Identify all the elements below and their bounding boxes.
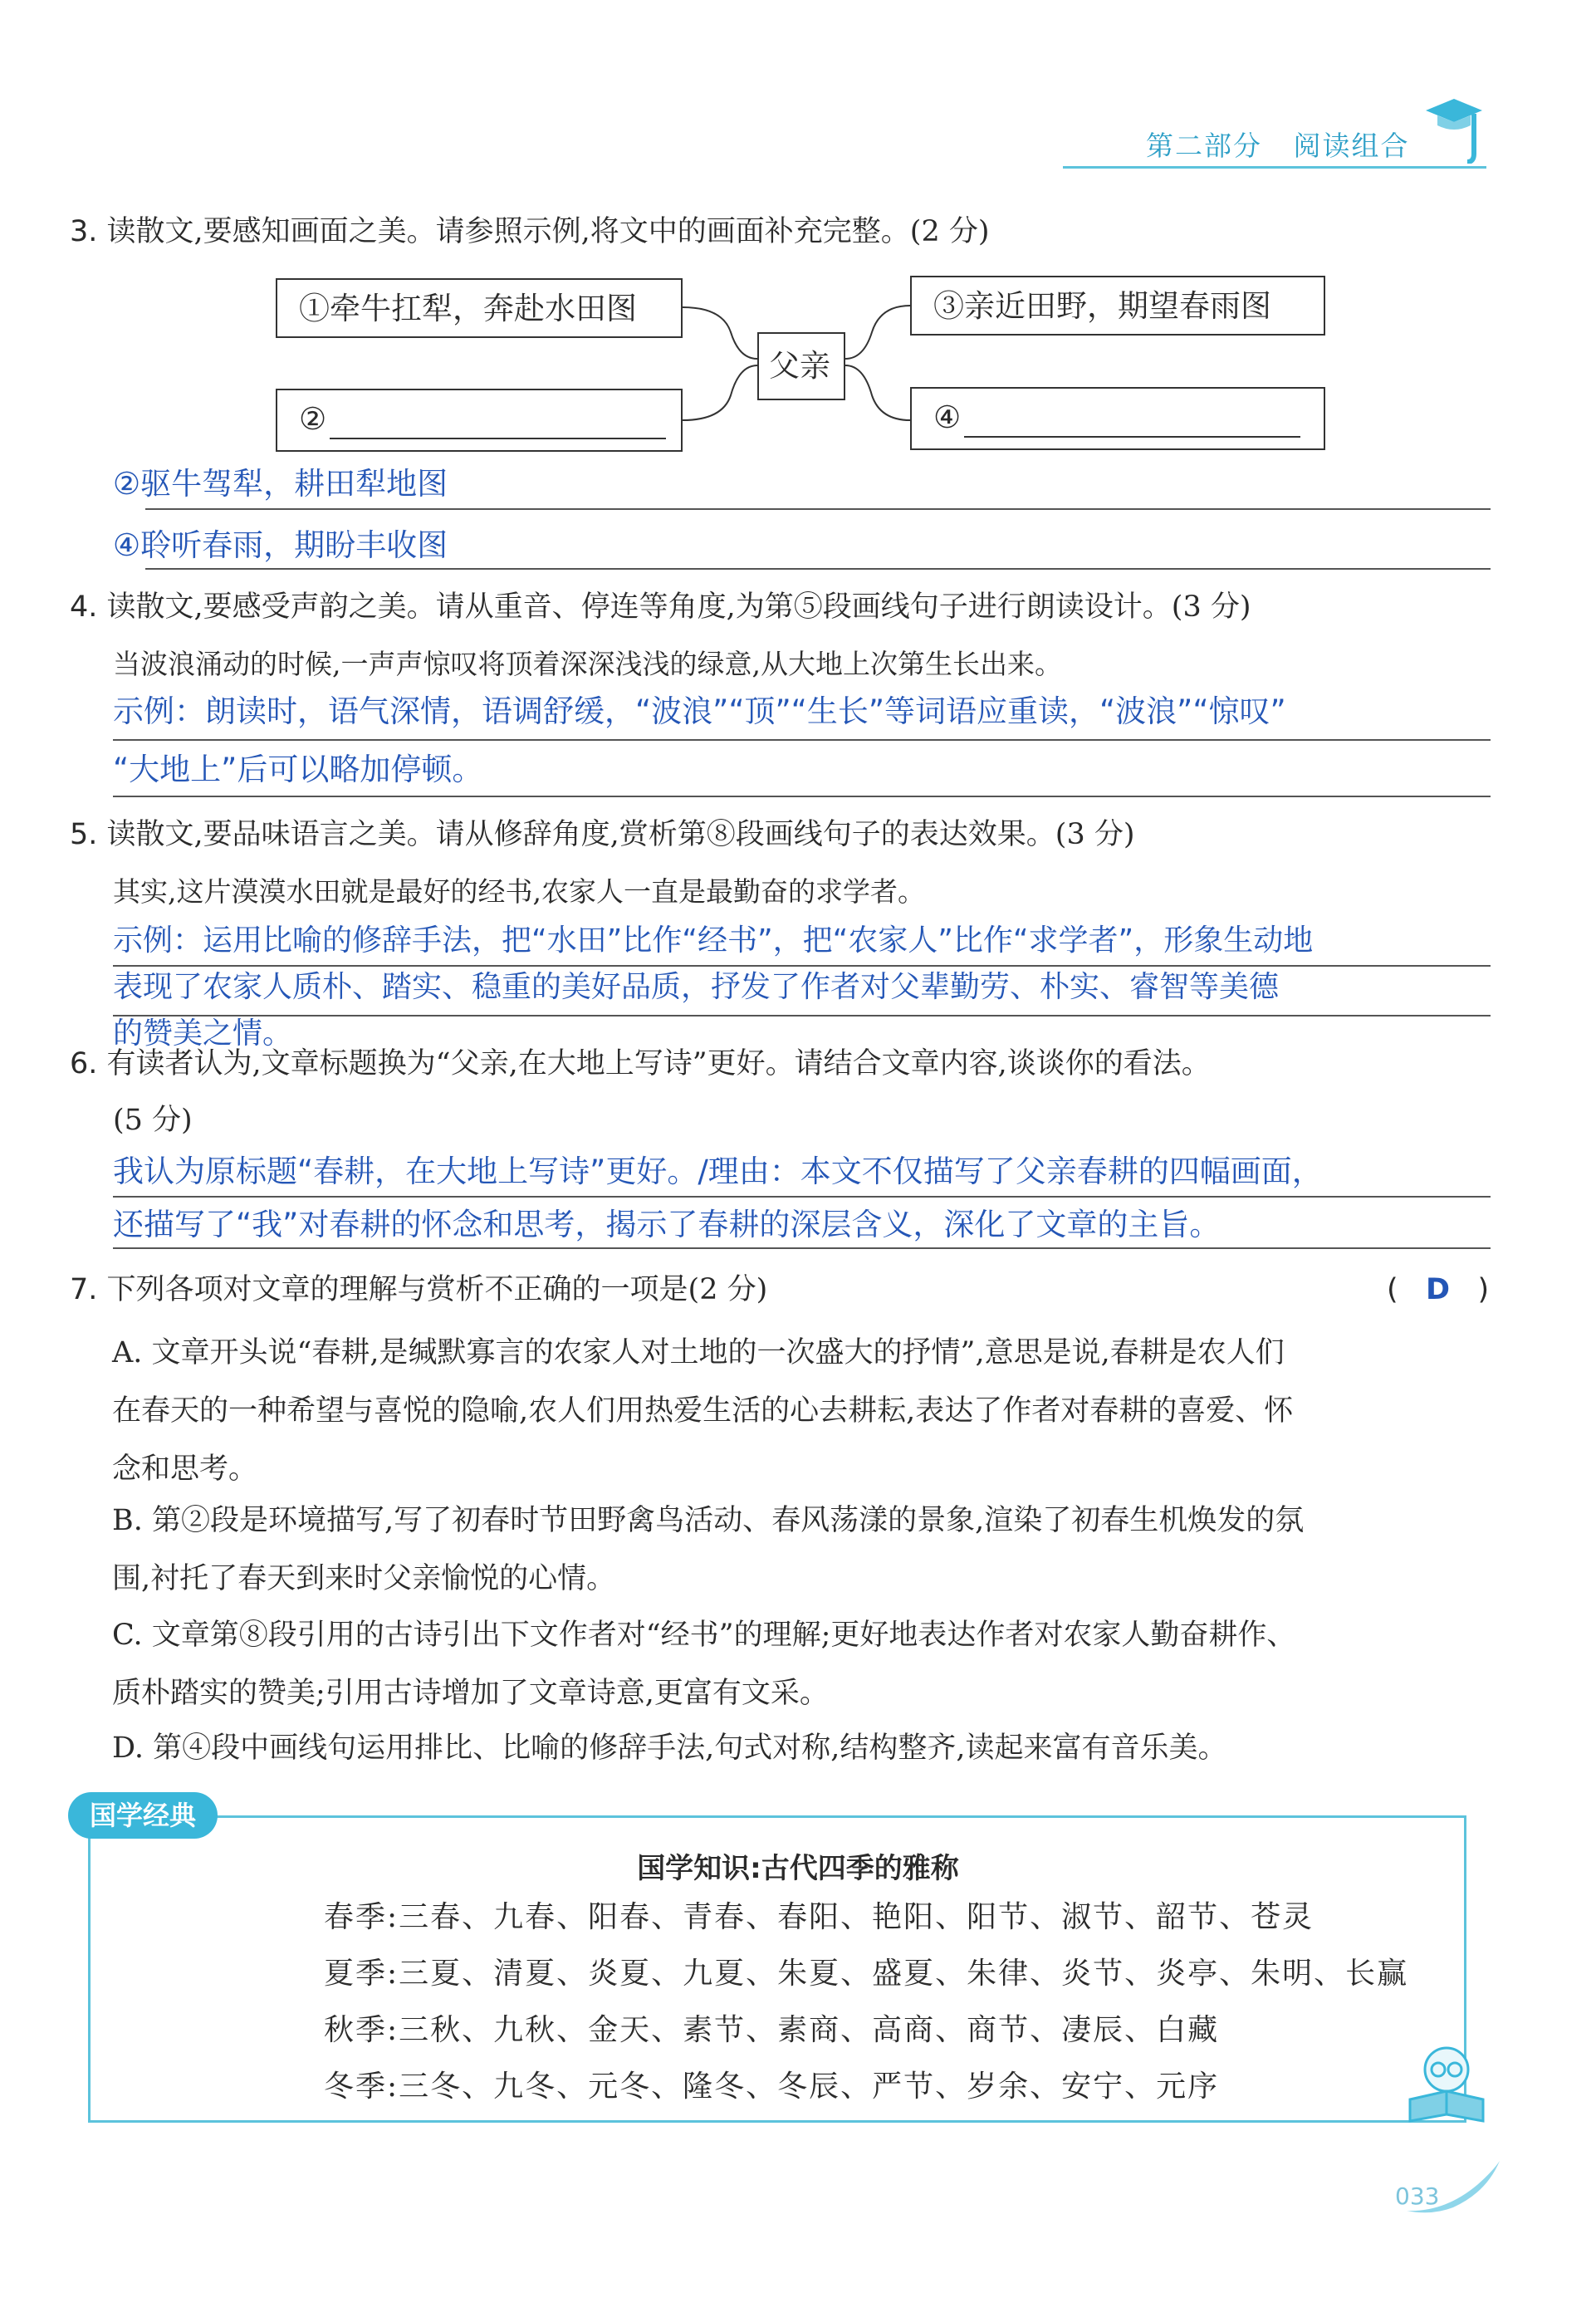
question-number: 7. xyxy=(70,1273,98,1306)
answer-q3-4: ④聆听春雨，期盼丰收图 xyxy=(113,527,448,563)
question-4-prompt xyxy=(70,588,1251,626)
box-label: ④ xyxy=(933,399,962,435)
option-line: 围,衬托了春天到来时父亲愉悦的心情。 xyxy=(112,1562,616,1595)
option-line: 念和思考。 xyxy=(112,1452,258,1486)
blank-line xyxy=(330,404,666,439)
season-autumn: 秋季:三秋、九秋、金天、素节、素商、高商、商节、凄辰、白藏 xyxy=(324,2013,1220,2047)
diagram-box-1: ①牵牛扛犁，奔赴水田图 xyxy=(276,278,683,338)
diagram-box-2 xyxy=(276,389,683,452)
option-a xyxy=(112,1324,1491,1498)
option-c xyxy=(112,1606,1491,1722)
feather-icon xyxy=(1403,2159,1503,2217)
option-line: A. 文章开头说“春耕,是缄默寡言的农家人对土地的一次盛大的抒情”,意思是说,春耕是农人们 xyxy=(112,1336,1285,1369)
diagram-center-box: 父亲 xyxy=(757,332,845,400)
quoted-sentence: 其实,这片漠漠水田就是最好的经书,农家人一直是最勤奋的求学者。 xyxy=(113,875,925,908)
answer-line xyxy=(113,1196,1491,1198)
question-text: 读散文,要感知画面之美。请参照示例,将文中的画面补充完整。(2 分) xyxy=(106,215,990,248)
answer-q4-line2: “大地上”后可以略加停顿。 xyxy=(113,752,483,787)
selected-choice: D xyxy=(1426,1273,1451,1306)
option-line: 质朴踏实的赞美;引用古诗增加了文章诗意,更富有文采。 xyxy=(112,1677,829,1710)
question-text: 有读者认为,文章标题换为“父亲,在大地上写诗”更好。请结合文章内容,谈谈你的看法。 xyxy=(106,1047,1211,1080)
answer-q4-line1: 示例：朗读时，语气深情，语调舒缓，“波浪”“顶”“生长”等词语应重读，“波浪”“惊叹” xyxy=(113,693,1286,729)
answer-line xyxy=(145,568,1491,570)
answer-line xyxy=(113,1247,1491,1249)
reading-student-icon xyxy=(1400,2041,1491,2124)
question-3-prompt xyxy=(70,213,990,251)
header-divider xyxy=(1063,166,1486,169)
question-5-prompt xyxy=(70,816,1135,854)
box-label: ② xyxy=(299,401,327,437)
classics-tag: 国学经典 xyxy=(68,1792,218,1839)
section-title: 阅读组合 xyxy=(1293,130,1410,162)
option-d xyxy=(112,1719,1491,1777)
question-text: 下列各项对文章的理解与赏析不正确的一项是(2 分) xyxy=(106,1273,768,1306)
answer-q6-line2: 还描写了“我”对春耕的怀念和思考，揭示了春耕的深层含义，深化了文章的主旨。 xyxy=(113,1207,1221,1242)
question-6-prompt xyxy=(70,1045,1211,1083)
question-number: 5. xyxy=(70,818,98,851)
answer-line xyxy=(113,965,1491,967)
question-6-score: (5 分) xyxy=(113,1104,193,1137)
option-line: D. 第④段中画线句运用排比、比喻的修辞手法,句式对称,结构整齐,读起来富有音乐美。 xyxy=(112,1732,1227,1765)
season-spring: 春季:三春、九春、阳春、青春、春阳、艳阳、阳节、淑节、韶节、苍灵 xyxy=(324,1900,1314,1934)
answer-q5-line2: 表现了农家人质朴、踏实、稳重的美好品质，抒发了作者对父辈勤劳、朴实、睿智等美德 xyxy=(113,970,1280,1004)
season-winter: 冬季:三冬、九冬、元冬、隆冬、冬辰、严节、岁余、安宁、元序 xyxy=(324,2070,1220,2104)
diagram-box-4 xyxy=(910,387,1325,450)
answer-q3-2: ②驱牛驾犁，耕田犁地图 xyxy=(113,466,448,502)
question-number: 4. xyxy=(70,590,98,624)
answer-q6-line1: 我认为原标题“春耕，在大地上写诗”更好。/理由：本文不仅描写了父亲春耕的四幅画面， xyxy=(113,1154,1323,1189)
answer-bracket xyxy=(1387,1271,1489,1309)
option-line: 在春天的一种希望与喜悦的隐喻,农人们用热爱生活的心去耕耘,表达了作者对春耕的喜爱、怀 xyxy=(112,1394,1294,1428)
option-b xyxy=(112,1492,1491,1608)
question-number: 6. xyxy=(70,1047,98,1080)
quoted-sentence: 当波浪涌动的时候,一声声惊叹将顶着深深浅浅的绿意,从大地上次第生长出来。 xyxy=(113,648,1062,680)
bracket-open: ( xyxy=(1387,1273,1398,1306)
answer-line xyxy=(113,1015,1491,1016)
answer-line xyxy=(113,796,1491,797)
answer-q5-line3: 的赞美之情。 xyxy=(113,1016,293,1051)
blank-line xyxy=(964,403,1300,438)
option-line: C. 文章第⑧段引用的古诗引出下文作者对“经书”的理解;更好地表达作者对农家人勤奋耕作、 xyxy=(112,1619,1296,1652)
question-7-prompt xyxy=(70,1271,767,1309)
classics-title: 国学知识:古代四季的雅称 xyxy=(637,1852,959,1885)
season-summer: 夏季:三夏、清夏、炎夏、九夏、朱夏、盛夏、朱律、炎节、炎亭、朱明、长赢 xyxy=(324,1957,1409,1991)
answer-line xyxy=(145,508,1491,510)
graduation-cap-icon xyxy=(1424,96,1484,164)
bracket-close: ) xyxy=(1477,1273,1490,1306)
question-number: 3. xyxy=(70,215,98,248)
answer-q5-line1: 示例：运用比喻的修辞手法，把“水田”比作“经书”，把“农家人”比作“求学者”，形象生动地 xyxy=(113,923,1314,958)
section-header xyxy=(1146,125,1409,164)
option-line: B. 第②段是环境描写,写了初春时节田野禽鸟活动、春风荡漾的景象,渲染了初春生机焕发的氛 xyxy=(112,1504,1305,1537)
diagram-box-3: ③亲近田野，期望春雨图 xyxy=(910,276,1325,336)
question-text: 读散文,要感受声韵之美。请从重音、停连等角度,为第⑤段画线句子进行朗读设计。(3 分) xyxy=(106,590,1251,624)
question-text: 读散文,要品味语言之美。请从修辞角度,赏析第⑧段画线句子的表达效果。(3 分) xyxy=(106,818,1135,851)
page-number: 033 xyxy=(1395,2182,1440,2210)
section-label: 第二部分 xyxy=(1146,130,1262,162)
answer-line xyxy=(113,739,1491,741)
